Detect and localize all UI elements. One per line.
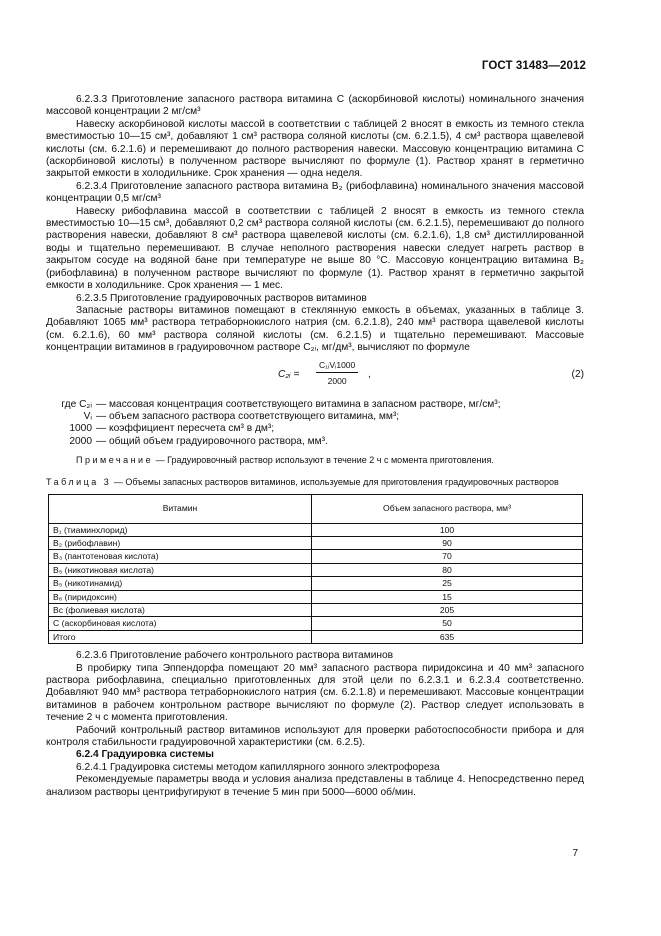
formula-lhs: C₂ᵢ = (278, 368, 300, 380)
section-6-2-4-1-title: 6.2.4.1 Градуировка системы методом капиллярного зонного электрофореза (76, 761, 440, 773)
section-6-2-3-5-body: Запасные растворы витаминов помещают в стеклянную емкость в объемах, указанных в таблице 3. Добавляют 1065 мм³ раствора тетраборнокислого натрия (см. 6.2.1.8), 240 мм³ раствора щавелевой кислоты (см. 6.2.1.6), 60 мм³ раствора соляной кислоты (см. 6.2.1.5) и тщательно перемешивают. Массовые концентрации витаминов в градуировочном растворе C₂ᵢ, мг/дм³, вычисляют по формуле (46, 304, 584, 354)
note-label: Примечание (76, 455, 154, 466)
definition-row (46, 436, 584, 448)
document-code: ГОСТ 31483—2012 (481, 60, 586, 72)
formula-fraction (316, 359, 358, 388)
volume-value: 80 (312, 563, 583, 576)
table-row (49, 617, 583, 630)
section-6-2-4-title: 6.2.4 Градуировка системы (76, 749, 214, 761)
definition-text: — коэффициент пересчета см³ в дм³; (96, 423, 275, 435)
note-text: — Градуировочный раствор используют в течение 2 ч с момента приготовления. (155, 455, 494, 466)
table-row (49, 577, 583, 590)
volume-value: 15 (312, 590, 583, 603)
table-3-caption (46, 477, 584, 488)
vitamin-name: B₁ (тиаминхлорид) (49, 523, 312, 536)
definition-symbol: Vᵢ (83, 410, 92, 422)
table-row (49, 523, 583, 536)
table-row (49, 550, 583, 563)
note (76, 454, 584, 466)
vitamin-name: B₅ (никотиновая кислота) (49, 563, 312, 576)
section-6-2-3-4-body: Навеску рибофлавина массой в соответствии с таблицей 2 вносят в емкость из темного стекла вместимостью 10—15 см³, добавляют 0,2 см³ раствора соляной кислоты (см. 6.2.1.5), перемешивают до полного растворения навески, добавляют 8 см³ раствора щавелевой кислоты (см. 6.2.1.6), 1,8 см³ дистиллированной воды и тщательно перемешивают. В случае неполного растворения навески следует нагреть раствор в закрытом сосуде на водяной бане при температуре не выше 80 °С. Массовую концентрацию витамина B₂ (рибофлавина) в полученном растворе вычисляют по формуле (1). Раствор хранят в герметично закрытой емкости в холодильнике. Срок хранения — 1 мес. (46, 205, 584, 292)
formula-numerator: C₁ᵢVᵢ1000 (316, 359, 358, 373)
section-6-2-3-3-body: Навеску аскорбиновой кислоты массой в соответствии с таблицей 2 вносят в емкость из темного стекла вместимостью 10—15 см³, добавляют 1 см³ раствора соляной кислоты (см. 6.2.1.5), 4 см³ раствора щавелевой кислоты (см. 6.2.1.6) и перемешивают до полного растворения навески. Массовую концентрацию витамина С (аскорбиновой кислоты) в полученном растворе вычисляют по формуле (1). Раствор хранят в герметично закрытой емкости в холодильнике. Срок хранения — одна неделя. (46, 118, 584, 180)
volume-value: 25 (312, 577, 583, 590)
formula-definitions (46, 399, 584, 449)
table-caption-text: — Объемы запасных растворов витаминов, используемые для приготовления градуировочных растворов (113, 476, 559, 487)
vitamin-name: Bc (фолиевая кислота) (49, 604, 312, 617)
section-6-2-3-6-body-2: Рабочий контрольный раствор витаминов используют для проверки работоспособности прибора и для контроля стабильности градуировочной характеристики (см. 6.2.5). (46, 724, 584, 749)
document-body (46, 94, 584, 799)
section-6-2-3-6-title: 6.2.3.6 Приготовление рабочего контрольного раствора витаминов (76, 650, 394, 662)
section-6-2-3-4-title: 6.2.3.4 Приготовление запасного раствора витамина B₂ (рибофлавина) номинального значения массовой концентрации 0,5 мг/см³ (46, 180, 584, 205)
table-row (49, 630, 583, 643)
vitamin-name: B₅ (никотинамид) (49, 577, 312, 590)
volume-value: 100 (312, 523, 583, 536)
table-row (49, 563, 583, 576)
formula-comma: , (368, 368, 371, 380)
definition-row (46, 399, 584, 411)
volume-value: 635 (312, 630, 583, 643)
volume-value: 90 (312, 536, 583, 549)
definition-row (46, 411, 584, 423)
header-volume: Объем запасного раствора, мм³ (312, 494, 583, 523)
table-row (49, 590, 583, 603)
definition-symbol: 2000 (69, 435, 92, 447)
table-caption-label: Таблица 3 (46, 476, 112, 487)
section-6-2-4-1-body: Рекомендуемые параметры ввода и условия анализа представлены в таблице 4. Непосредственно перед анализом растворы центрифугируют в течение 5 мин при 5000—6000 об/мин. (46, 774, 584, 798)
definition-text: — объем запасного раствора соответствующего витамина, мм³; (96, 410, 400, 422)
definition-text: — массовая концентрация соответствующего витамина в запасном растворе, мг/см³; (96, 398, 501, 410)
vitamin-name: B₃ (пантотеновая кислота) (49, 550, 312, 563)
vitamin-name: Итого (49, 630, 312, 643)
vitamin-name: B₆ (пиридоксин) (49, 590, 312, 603)
table-header-row (49, 494, 583, 523)
vitamin-name: B₂ (рибофлавин) (49, 536, 312, 549)
table-3 (48, 494, 583, 645)
volume-value: 70 (312, 550, 583, 563)
volume-value: 50 (312, 617, 583, 630)
volume-value: 205 (312, 604, 583, 617)
definition-row (46, 423, 584, 435)
definition-text: — общий объем градуировочного раствора, мм³. (96, 435, 328, 447)
vitamin-name: С (аскорбиновая кислота) (49, 617, 312, 630)
page-number: 7 (572, 848, 578, 859)
table-row (49, 604, 583, 617)
formula-2 (46, 357, 584, 397)
section-6-2-3-6-body: В пробирку типа Эппендорфа помещают 20 мм³ запасного раствора пиридоксина и 40 мм³ запасного раствора рибофлавина, специально приготовленных для этой цели по 6.2.3.1 и 6.2.3.4 соответственно. Добавляют 940 мм³ раствора тетраборнокислого натрия (см. 6.2.1.8) и перемешивают. Массовые концентрации витаминов в рабочем контрольном растворе вычисляют по формуле (2). Раствор следует использовать в течение 2 ч с момента приготовления. (46, 662, 584, 724)
formula-number: (2) (571, 368, 584, 380)
table-row (49, 536, 583, 549)
formula-denominator: 2000 (327, 375, 347, 386)
definition-symbol: 1000 (69, 423, 92, 435)
header-vitamin: Витамин (49, 494, 312, 523)
section-6-2-3-3-title: 6.2.3.3 Приготовление запасного раствора витамина С (аскорбиновой кислоты) номинального значения массовой концентрации 2 мг/см³ (46, 94, 584, 118)
definition-symbol: где C₂ᵢ (61, 398, 92, 410)
section-6-2-3-5-title: 6.2.3.5 Приготовление градуировочных растворов витаминов (76, 292, 367, 304)
